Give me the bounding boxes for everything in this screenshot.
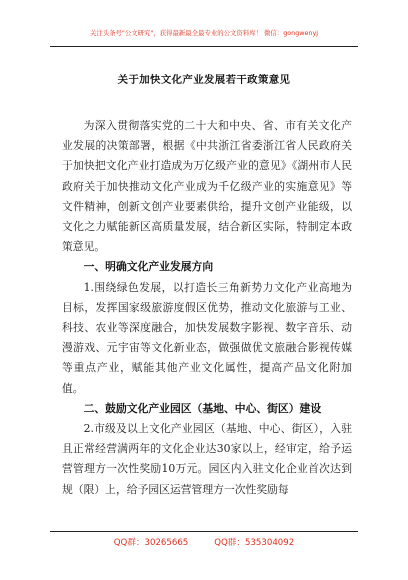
footer [0,536,408,548]
footer-divider [50,531,358,532]
section-heading-2: 二、鼓励文化产业园区（基地、中心、街区）建设 [83,401,322,415]
document-body [62,116,352,500]
header-banner: 关注头条号"公文研究"，获得最新最全最专业的公文资料库！ 微信：gongwenyj [89,29,319,37]
footer-qq-group-1: QQ群：30265665 [113,538,189,548]
section-heading-1: 一、明确文化产业发展方向 [83,260,214,274]
section-2-paragraph: 2.市级及以上文化产业园区（基地、中心、街区），入驻且正常经营满两年的文化企业达30家以上，经审定，给予运营管理方一次性奖励10万元。园区内入驻文化企业首次达到规（限）上，给予园区运营管理方一次性奖励每 [62,422,352,496]
document-title: 关于加快文化产业发展若干政策意见 [117,74,291,86]
section-1-paragraph: 1.围绕绿色发展，以打造长三角新势力文化产业高地为目标，发挥国家级旅游度假区优势，推动文化旅游与工业、科技、农业等深度融合，加快发展数字影视、数字音乐、动漫游戏、元宇宙等文化新业态，做强做优文旅融合影视传媒等重点产业，赋能其他产业文化属性，提高产品文化附加值。 [62,280,352,395]
header-divider [50,46,358,47]
intro-paragraph: 为深入贯彻落实党的二十大和中央、省、市有关文化产业发展的决策部署，根据《中共浙江省委浙江省人民政府关于加快把文化产业打造成为万亿级产业的意见》《湖州市人民政府关于加快推动文化产业成为千亿级产业的实施意见》等文件精神，创新文创产业要素供给，提升文创产业能级，以文化之力赋能新区高质量发展，结合新区实际，特制定本政策意见。 [62,119,352,254]
footer-qq-group-2: QQ群：535304092 [214,538,295,548]
